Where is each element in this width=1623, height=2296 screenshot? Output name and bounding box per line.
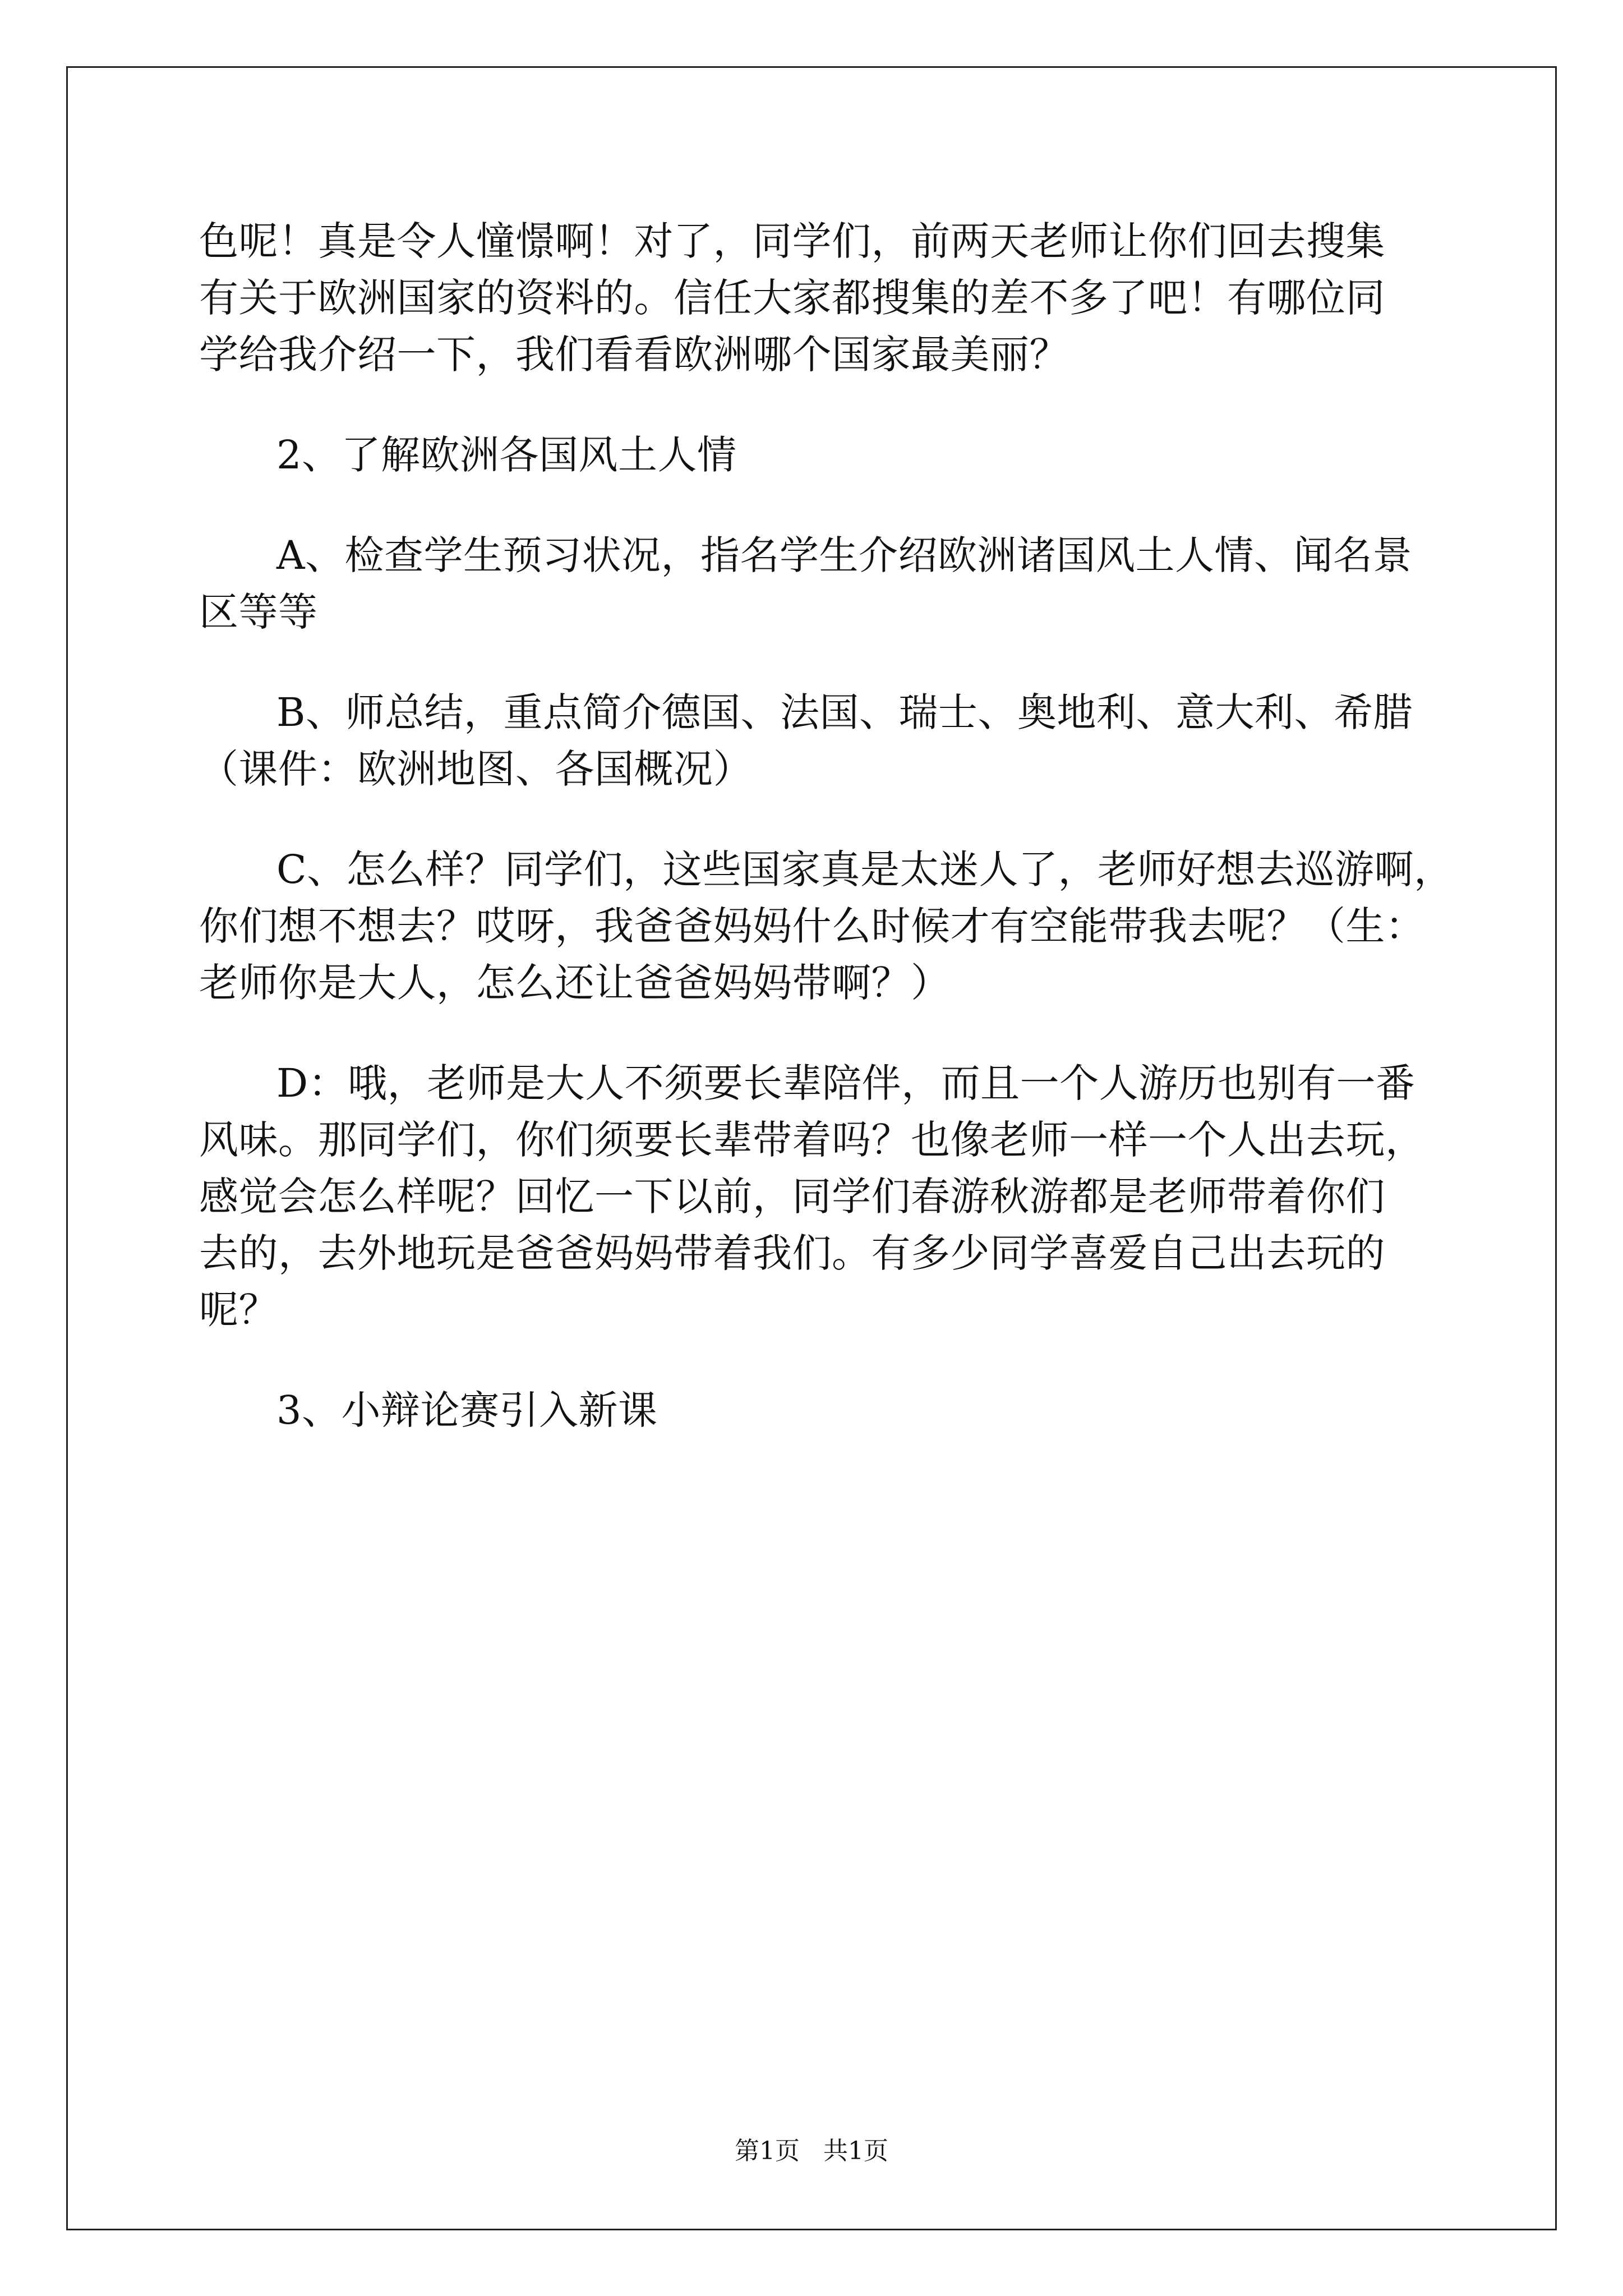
text-line: 学给我介绍一下，我们看看欧洲哪个国家最美丽？ [199,332,1069,378]
text-line: 去的，去外地玩是爸爸妈妈带着我们。有多少同学喜爱自己出去玩的 [199,1230,1385,1276]
section-heading-3 [199,1382,1427,1439]
text-line: 老师你是大人，怎么还让爸爸妈妈带啊？） [199,960,951,1006]
paragraph-b [199,684,1427,798]
text-line: 感觉会怎么样呢？回忆一下以前，同学们春游秋游都是老师带着你们 [199,1174,1385,1220]
paragraph-d [199,1055,1427,1338]
text-line: 有关于欧洲国家的资料的。信任大家都搜集的差不多了吧！有哪位同 [199,275,1385,321]
text-line: 呢？ [199,1287,278,1333]
paragraph-c [199,841,1454,1011]
paragraph-intro [199,213,1427,383]
document-body [199,213,1454,1439]
page-number-footer: 第1页 共1页 [735,2137,888,2165]
text-line: 3、小辩论赛引入新课 [276,1387,658,1433]
text-line: A、检查学生预习状况，指名学生介绍欧洲诸国风土人情、闻名景 [276,532,1413,578]
text-line: C、怎么样？同学们，这些国家真是太迷人了，老师好想去巡游啊， [276,846,1454,892]
paragraph-a [199,527,1427,641]
text-line: （课件：欧洲地图、各国概况） [199,746,753,792]
section-heading-2 [199,427,1427,484]
text-line: 区等等 [199,589,318,635]
text-line: B、师总结，重点简介德国、法国、瑞士、奥地利、意大利、希腊 [276,689,1413,735]
text-line: 2、了解欧洲各国风土人情 [276,432,737,478]
text-line: D：哦，老师是大人不须要长辈陪伴，而且一个人游历也别有一番 [276,1060,1415,1106]
text-line: 色呢！真是令人憧憬啊！对了，同学们，前两天老师让你们回去搜集 [199,218,1385,264]
text-line: 风味。那同学们，你们须要长辈带着吗？也像老师一样一个人出去玩， [199,1117,1425,1163]
text-line: 你们想不想去？哎呀，我爸爸妈妈什么时候才有空能带我去呢？（生： [199,903,1425,949]
